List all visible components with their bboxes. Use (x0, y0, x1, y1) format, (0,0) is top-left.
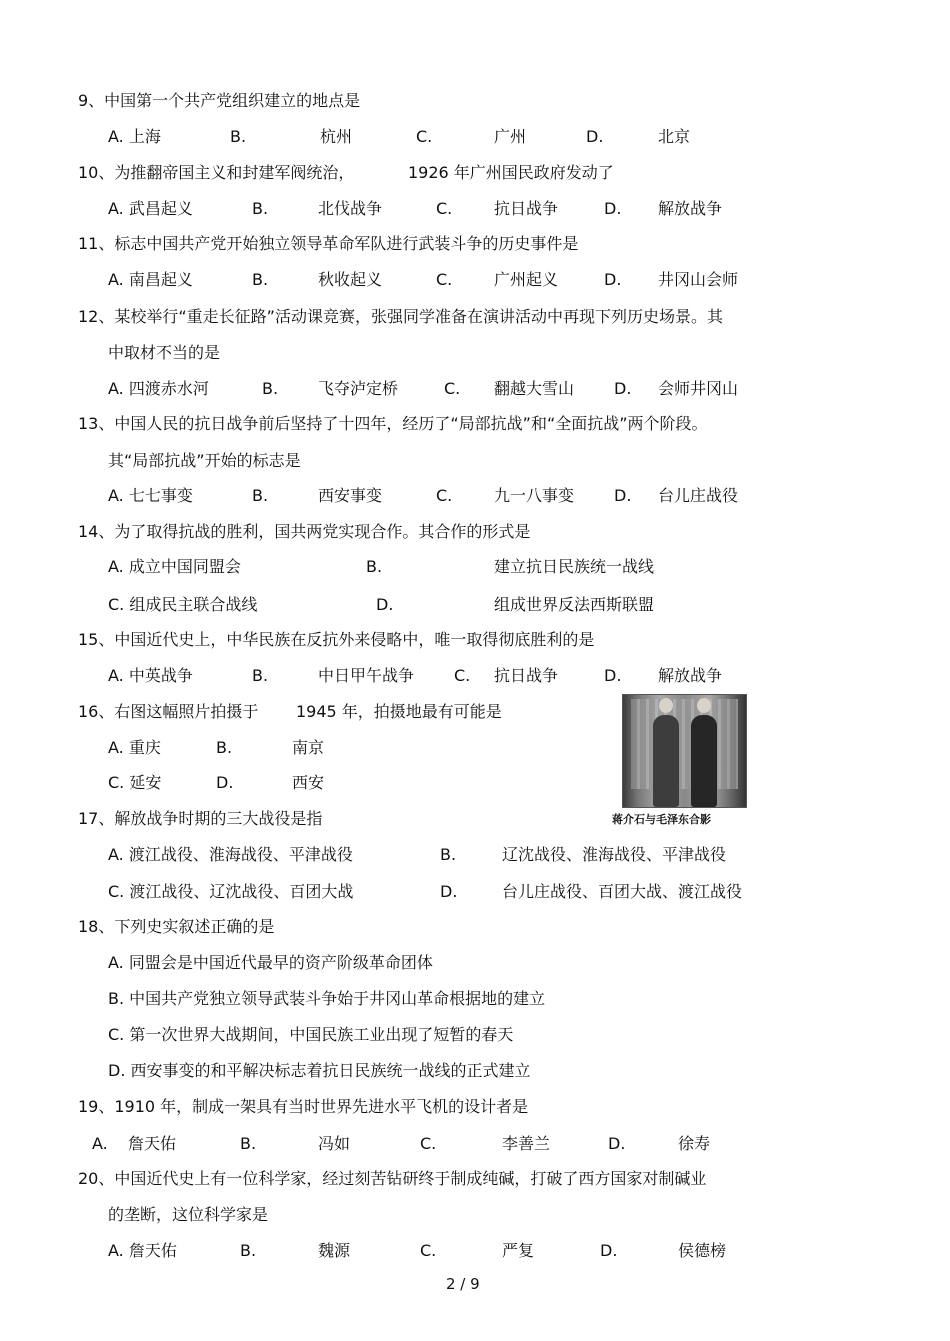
q11-option-b-text: 秋收起义 (318, 270, 383, 289)
q16-option-c: C. 延安 (108, 773, 162, 792)
q13-option-b-letter: B. (252, 486, 269, 505)
q20-option-b-text: 魏源 (318, 1241, 351, 1260)
question-12-stem-line2: 中取材不当的是 (108, 343, 221, 362)
question-17-stem: 17、解放战争时期的三大战役是指 (78, 809, 323, 828)
photo-head-left (659, 698, 673, 713)
question-13-stem-line2: 其“局部抗战”开始的标志是 (108, 451, 301, 470)
q16-option-b-letter: B. (216, 738, 233, 757)
q15-option-d-text: 解放战争 (658, 666, 723, 685)
q19-option-d-text: 徐寿 (678, 1134, 711, 1153)
q18-option-d: D. 西安事变的和平解决标志着抗日民族统一战线的正式建立 (108, 1061, 531, 1080)
question-10-stem-a: 10、为推翻帝国主义和封建军阀统治， (78, 163, 355, 182)
q17-option-d-letter: D. (440, 882, 458, 901)
question-10-stem-b: 1926 年广州国民政府发动了 (408, 163, 614, 182)
q13-option-c-letter: C. (436, 486, 453, 505)
q11-option-b-letter: B. (252, 270, 269, 289)
question-14-stem: 14、为了取得抗战的胜利，国共两党实现合作。其合作的形式是 (78, 522, 531, 541)
q20-option-d-letter: D. (600, 1241, 618, 1260)
q11-option-c-text: 广州起义 (494, 270, 559, 289)
question-16-stem-a: 16、右图这幅照片拍摄于 (78, 702, 259, 721)
q10-option-a: A. 武昌起义 (108, 199, 193, 218)
q15-option-c-text: 抗日战争 (494, 666, 559, 685)
q12-option-d-text: 会师井冈山 (658, 379, 739, 398)
q13-option-d-letter: D. (614, 486, 632, 505)
q19-option-a-letter: A. (92, 1134, 108, 1153)
q13-option-a: A. 七七事变 (108, 486, 193, 505)
photo-person-right (691, 715, 717, 807)
q14-option-a: A. 成立中国同盟会 (108, 557, 241, 576)
q11-option-d-letter: D. (604, 270, 622, 289)
q12-option-b-text: 飞夺泸定桥 (318, 379, 399, 398)
q10-option-b-letter: B. (252, 199, 269, 218)
q20-option-b-letter: B. (240, 1241, 257, 1260)
q15-option-b-text: 中日甲午战争 (318, 666, 415, 685)
q15-option-b-letter: B. (252, 666, 269, 685)
q15-option-d-letter: D. (604, 666, 622, 685)
q10-option-c-text: 抗日战争 (494, 199, 559, 218)
q20-option-c-letter: C. (420, 1241, 437, 1260)
q13-option-d-text: 台儿庄战役 (658, 486, 739, 505)
q11-option-a: A. 南昌起义 (108, 270, 193, 289)
q20-option-c-text: 严复 (502, 1241, 535, 1260)
q17-option-a: A. 渡江战役、淮海战役、平津战役 (108, 845, 353, 864)
question-12-stem-line1: 12、某校举行“重走长征路”活动课竞赛，张强同学准备在演讲活动中再现下列历史场景。其 (78, 307, 723, 326)
question-20-stem-line1: 20、中国近代史上有一位科学家，经过刻苦钻研终于制成纯碱，打破了西方国家对制碱业 (78, 1169, 707, 1188)
q13-option-b-text: 西安事变 (318, 486, 383, 505)
q18-option-b: B. 中国共产党独立领导武装斗争始于井冈山革命根据地的建立 (108, 989, 546, 1008)
q15-option-c-letter: C. (454, 666, 471, 685)
q11-option-d-text: 井冈山会师 (658, 270, 739, 289)
q19-option-b-letter: B. (240, 1134, 257, 1153)
q13-option-c-text: 九一八事变 (494, 486, 575, 505)
q18-option-a: A. 同盟会是中国近代最早的资产阶级革命团体 (108, 953, 433, 972)
q17-option-c: C. 渡江战役、辽沈战役、百团大战 (108, 882, 354, 901)
q17-option-d-text: 台儿庄战役、百团大战、渡江战役 (502, 882, 743, 901)
question-11-stem: 11、标志中国共产党开始独立领导革命军队进行武装斗争的历史事件是 (78, 234, 579, 253)
q9-option-d-letter: D. (586, 127, 604, 146)
q14-option-d-text: 组成世界反法西斯联盟 (494, 595, 655, 614)
q12-option-d-letter: D. (614, 379, 632, 398)
q19-option-b-text: 冯如 (318, 1134, 351, 1153)
question-16-stem-b: 1945 年，拍摄地最有可能是 (296, 702, 502, 721)
q11-option-c-letter: C. (436, 270, 453, 289)
question-18-stem: 18、下列史实叙述正确的是 (78, 917, 275, 936)
q17-option-b-letter: B. (440, 845, 457, 864)
q16-option-b-text: 南京 (292, 738, 325, 757)
q10-option-b-text: 北伐战争 (318, 199, 383, 218)
photo-person-left (653, 715, 679, 807)
question-9-stem: 9、中国第一个共产党组织建立的地点是 (78, 91, 361, 110)
q9-option-c-letter: C. (416, 127, 433, 146)
page-number: 2 / 9 (446, 1275, 480, 1293)
question-20-stem-line2: 的垄断，这位科学家是 (108, 1205, 269, 1224)
q9-option-b-text: 杭州 (320, 127, 353, 146)
q18-option-c: C. 第一次世界大战期间，中国民族工业出现了短暂的春天 (108, 1025, 514, 1044)
q12-option-c-letter: C. (444, 379, 461, 398)
q16-option-d-text: 西安 (292, 773, 325, 792)
q10-option-c-letter: C. (436, 199, 453, 218)
q14-option-d-letter: D. (376, 595, 394, 614)
q12-option-b-letter: B. (262, 379, 279, 398)
question-13-stem-line1: 13、中国人民的抗日战争前后坚持了十四年，经历了“局部抗战”和“全面抗战”两个阶段。 (78, 414, 708, 433)
photo-caption: 蒋介石与毛泽东合影 (612, 813, 711, 826)
q19-option-d-letter: D. (608, 1134, 626, 1153)
q15-option-a: A. 中英战争 (108, 666, 193, 685)
photo-background-door (631, 699, 738, 789)
q14-option-b-letter: B. (366, 557, 383, 576)
q10-option-d-text: 解放战争 (658, 199, 723, 218)
q16-option-a: A. 重庆 (108, 738, 161, 757)
q19-option-c-text: 李善兰 (502, 1134, 551, 1153)
historical-photo (622, 694, 747, 808)
q19-option-a-text: 詹天佑 (128, 1134, 177, 1153)
q10-option-d-letter: D. (604, 199, 622, 218)
q12-option-a: A. 四渡赤水河 (108, 379, 209, 398)
q9-option-c-text: 广州 (494, 127, 527, 146)
q20-option-d-text: 侯德榜 (678, 1241, 727, 1260)
question-19-stem: 19、1910 年，制成一架具有当时世界先进水平飞机的设计者是 (78, 1097, 529, 1116)
q14-option-b-text: 建立抗日民族统一战线 (494, 557, 655, 576)
q9-option-d-text: 北京 (658, 127, 691, 146)
q19-option-c-letter: C. (420, 1134, 437, 1153)
q9-option-a: A. 上海 (108, 127, 161, 146)
q17-option-b-text: 辽沈战役、淮海战役、平津战役 (502, 845, 727, 864)
question-15-stem: 15、中国近代史上，中华民族在反抗外来侵略中，唯一取得彻底胜利的是 (78, 630, 595, 649)
photo-head-right (697, 698, 711, 713)
q20-option-a: A. 詹天佑 (108, 1241, 177, 1260)
q16-option-d-letter: D. (216, 773, 234, 792)
q14-option-c: C. 组成民主联合战线 (108, 595, 258, 614)
q12-option-c-text: 翻越大雪山 (494, 379, 575, 398)
q9-option-b-letter: B. (230, 127, 247, 146)
